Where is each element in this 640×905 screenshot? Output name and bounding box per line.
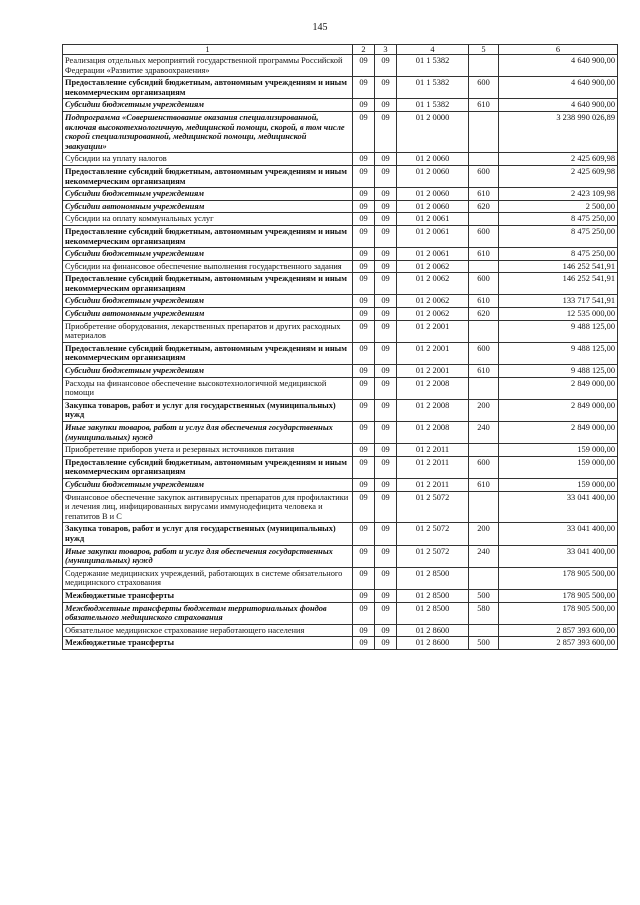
row-subsection-code: 09	[375, 456, 397, 478]
row-subsection-code: 09	[375, 567, 397, 589]
row-section-code: 09	[353, 444, 375, 457]
row-amount: 2 849 000,00	[499, 422, 618, 444]
row-subsection-code: 09	[375, 111, 397, 152]
row-section-code: 09	[353, 111, 375, 152]
table-row	[63, 165, 618, 187]
budget-table	[62, 44, 618, 650]
row-subsection-code: 09	[375, 342, 397, 364]
row-section-code: 09	[353, 365, 375, 378]
row-description: Финансовое обеспечение закупок антивирусных препаратов для профилактики и лечения лиц, инфицированных вирусами иммунодефицита человека и гепатитов В и С	[63, 491, 353, 523]
table-row	[63, 602, 618, 624]
table-row	[63, 99, 618, 112]
table-row	[63, 365, 618, 378]
row-section-code: 09	[353, 456, 375, 478]
row-subsection-code: 09	[375, 589, 397, 602]
table-row	[63, 567, 618, 589]
table-row	[63, 295, 618, 308]
row-subsection-code: 09	[375, 377, 397, 399]
row-section-code: 09	[353, 320, 375, 342]
row-subsection-code: 09	[375, 602, 397, 624]
row-subsection-code: 09	[375, 422, 397, 444]
row-section-code: 09	[353, 567, 375, 589]
row-amount: 133 717 541,91	[499, 295, 618, 308]
row-amount: 2 423 109,98	[499, 188, 618, 201]
row-target-code: 01 2 0060	[397, 165, 469, 187]
row-description: Субсидии бюджетным учреждениям	[63, 248, 353, 261]
row-target-code: 01 2 5072	[397, 523, 469, 545]
row-subsection-code: 09	[375, 365, 397, 378]
table-row	[63, 308, 618, 321]
row-subsection-code: 09	[375, 320, 397, 342]
row-expense-type-code: 600	[469, 342, 499, 364]
row-subsection-code: 09	[375, 399, 397, 421]
row-expense-type-code: 610	[469, 99, 499, 112]
row-target-code: 01 2 8600	[397, 637, 469, 650]
row-description: Предоставление субсидий бюджетным, автономным учреждениям и иным некоммерческим организациям	[63, 165, 353, 187]
row-amount: 9 488 125,00	[499, 320, 618, 342]
row-subsection-code: 09	[375, 55, 397, 77]
row-expense-type-code	[469, 567, 499, 589]
row-expense-type-code	[469, 377, 499, 399]
row-amount: 2 849 000,00	[499, 377, 618, 399]
row-target-code: 01 2 8600	[397, 624, 469, 637]
row-target-code: 01 2 2008	[397, 399, 469, 421]
row-expense-type-code: 240	[469, 422, 499, 444]
row-target-code: 01 2 0000	[397, 111, 469, 152]
row-description: Предоставление субсидий бюджетным, автономным учреждениям и иным некоммерческим организациям	[63, 225, 353, 247]
row-description: Субсидии на финансовое обеспечение выполнения государственного задания	[63, 260, 353, 273]
row-amount: 33 041 400,00	[499, 545, 618, 567]
table-row	[63, 153, 618, 166]
table-row	[63, 377, 618, 399]
row-section-code: 09	[353, 77, 375, 99]
row-target-code: 01 2 2011	[397, 444, 469, 457]
row-target-code: 01 2 0061	[397, 225, 469, 247]
row-description: Предоставление субсидий бюджетным, автономным учреждениям и иным некоммерческим организациям	[63, 273, 353, 295]
row-section-code: 09	[353, 602, 375, 624]
row-expense-type-code: 580	[469, 602, 499, 624]
row-description: Предоставление субсидий бюджетным, автономным учреждениям и иным некоммерческим организациям	[63, 342, 353, 364]
row-amount: 33 041 400,00	[499, 523, 618, 545]
row-target-code: 01 2 0062	[397, 273, 469, 295]
row-description: Межбюджетные трансферты	[63, 637, 353, 650]
row-target-code: 01 2 0060	[397, 153, 469, 166]
row-subsection-code: 09	[375, 624, 397, 637]
row-description: Предоставление субсидий бюджетным, автономным учреждениям и иным некоммерческим организациям	[63, 77, 353, 99]
column-header: 1	[63, 45, 353, 55]
row-amount: 2 425 609,98	[499, 165, 618, 187]
row-amount: 2 849 000,00	[499, 399, 618, 421]
row-expense-type-code: 610	[469, 478, 499, 491]
row-description: Субсидии бюджетным учреждениям	[63, 295, 353, 308]
table-row	[63, 422, 618, 444]
row-section-code: 09	[353, 200, 375, 213]
row-description: Предоставление субсидий бюджетным, автономным учреждениям и иным некоммерческим организациям	[63, 456, 353, 478]
table-row	[63, 225, 618, 247]
row-section-code: 09	[353, 188, 375, 201]
row-expense-type-code	[469, 260, 499, 273]
row-subsection-code: 09	[375, 153, 397, 166]
row-target-code: 01 2 2001	[397, 320, 469, 342]
row-target-code: 01 2 2001	[397, 365, 469, 378]
row-subsection-code: 09	[375, 213, 397, 226]
table-row	[63, 399, 618, 421]
row-target-code: 01 2 2008	[397, 377, 469, 399]
row-amount: 146 252 541,91	[499, 273, 618, 295]
row-section-code: 09	[353, 55, 375, 77]
table-row	[63, 456, 618, 478]
row-description: Иные закупки товаров, работ и услуг для обеспечения государственных (муниципальных) нужд	[63, 422, 353, 444]
row-target-code: 01 2 2011	[397, 478, 469, 491]
row-subsection-code: 09	[375, 99, 397, 112]
row-amount: 2 857 393 600,00	[499, 637, 618, 650]
row-target-code: 01 1 5382	[397, 55, 469, 77]
row-section-code: 09	[353, 308, 375, 321]
row-section-code: 09	[353, 99, 375, 112]
row-description: Содержание медицинских учреждений, работающих в системе обязательного медицинского страхования	[63, 567, 353, 589]
table-row	[63, 273, 618, 295]
row-section-code: 09	[353, 225, 375, 247]
row-subsection-code: 09	[375, 77, 397, 99]
row-description: Субсидии бюджетным учреждениям	[63, 188, 353, 201]
row-subsection-code: 09	[375, 248, 397, 261]
column-header: 5	[469, 45, 499, 55]
row-expense-type-code	[469, 491, 499, 523]
row-amount: 33 041 400,00	[499, 491, 618, 523]
row-section-code: 09	[353, 165, 375, 187]
row-amount: 2 857 393 600,00	[499, 624, 618, 637]
row-amount: 9 488 125,00	[499, 365, 618, 378]
row-subsection-code: 09	[375, 308, 397, 321]
row-subsection-code: 09	[375, 273, 397, 295]
row-description: Подпрограмма «Совершенствование оказания специализированной, включая высокотехнологичную, медицинской помощи, скорой, в том числе скорой специализированной, медицинской помощи, медицинской эвакуации»	[63, 111, 353, 152]
column-header: 3	[375, 45, 397, 55]
row-expense-type-code	[469, 111, 499, 152]
row-section-code: 09	[353, 273, 375, 295]
row-description: Субсидии автономным учреждениям	[63, 308, 353, 321]
row-expense-type-code: 600	[469, 77, 499, 99]
row-amount: 2 425 609,98	[499, 153, 618, 166]
row-subsection-code: 09	[375, 523, 397, 545]
row-description: Приобретение приборов учета и резервных источников питания	[63, 444, 353, 457]
row-expense-type-code: 200	[469, 523, 499, 545]
row-expense-type-code	[469, 320, 499, 342]
table-row	[63, 111, 618, 152]
row-amount: 8 475 250,00	[499, 248, 618, 261]
row-subsection-code: 09	[375, 637, 397, 650]
table-row	[63, 320, 618, 342]
row-expense-type-code: 610	[469, 365, 499, 378]
row-amount: 8 475 250,00	[499, 213, 618, 226]
row-subsection-code: 09	[375, 260, 397, 273]
row-section-code: 09	[353, 295, 375, 308]
row-target-code: 01 2 2001	[397, 342, 469, 364]
row-target-code: 01 2 8500	[397, 589, 469, 602]
column-header: 4	[397, 45, 469, 55]
row-description: Закупка товаров, работ и услуг для государственных (муниципальных) нужд	[63, 399, 353, 421]
table-row	[63, 478, 618, 491]
row-target-code: 01 2 0060	[397, 188, 469, 201]
row-expense-type-code	[469, 55, 499, 77]
row-amount: 178 905 500,00	[499, 567, 618, 589]
row-amount: 159 000,00	[499, 478, 618, 491]
row-section-code: 09	[353, 422, 375, 444]
row-section-code: 09	[353, 377, 375, 399]
row-target-code: 01 2 0061	[397, 213, 469, 226]
page-number: 145	[312, 22, 328, 33]
table-row	[63, 188, 618, 201]
row-target-code: 01 2 5072	[397, 545, 469, 567]
row-subsection-code: 09	[375, 188, 397, 201]
row-amount: 178 905 500,00	[499, 589, 618, 602]
row-section-code: 09	[353, 153, 375, 166]
row-target-code: 01 2 5072	[397, 491, 469, 523]
row-section-code: 09	[353, 213, 375, 226]
table-header-row	[63, 45, 618, 55]
row-expense-type-code: 600	[469, 273, 499, 295]
row-expense-type-code: 610	[469, 248, 499, 261]
row-amount: 3 238 990 026,89	[499, 111, 618, 152]
row-description: Субсидии бюджетным учреждениям	[63, 365, 353, 378]
row-expense-type-code: 620	[469, 200, 499, 213]
row-section-code: 09	[353, 491, 375, 523]
row-section-code: 09	[353, 260, 375, 273]
row-description: Расходы на финансовое обеспечение высокотехнологичной медицинской помощи	[63, 377, 353, 399]
row-section-code: 09	[353, 523, 375, 545]
row-description: Обязательное медицинское страхование неработающего населения	[63, 624, 353, 637]
table-row	[63, 589, 618, 602]
row-section-code: 09	[353, 399, 375, 421]
table-row	[63, 248, 618, 261]
row-subsection-code: 09	[375, 165, 397, 187]
table-row	[63, 342, 618, 364]
row-section-code: 09	[353, 637, 375, 650]
row-expense-type-code: 500	[469, 589, 499, 602]
row-amount: 2 500,00	[499, 200, 618, 213]
row-subsection-code: 09	[375, 295, 397, 308]
row-description: Межбюджетные трансферты	[63, 589, 353, 602]
row-target-code: 01 1 5382	[397, 99, 469, 112]
row-description: Субсидии на уплату налогов	[63, 153, 353, 166]
table-row	[63, 55, 618, 77]
row-target-code: 01 2 0060	[397, 200, 469, 213]
row-subsection-code: 09	[375, 225, 397, 247]
row-amount: 8 475 250,00	[499, 225, 618, 247]
row-section-code: 09	[353, 342, 375, 364]
row-expense-type-code: 500	[469, 637, 499, 650]
row-expense-type-code: 610	[469, 188, 499, 201]
row-description: Приобретение оборудования, лекарственных препаратов и других расходных материалов	[63, 320, 353, 342]
row-section-code: 09	[353, 478, 375, 491]
row-expense-type-code: 600	[469, 225, 499, 247]
row-amount: 12 535 000,00	[499, 308, 618, 321]
row-description: Субсидии на оплату коммунальных услуг	[63, 213, 353, 226]
column-header: 2	[353, 45, 375, 55]
row-amount: 178 905 500,00	[499, 602, 618, 624]
table-row	[63, 637, 618, 650]
row-target-code: 01 2 2011	[397, 456, 469, 478]
row-subsection-code: 09	[375, 491, 397, 523]
row-expense-type-code: 620	[469, 308, 499, 321]
row-expense-type-code: 240	[469, 545, 499, 567]
row-amount: 146 252 541,91	[499, 260, 618, 273]
row-expense-type-code: 600	[469, 165, 499, 187]
row-expense-type-code	[469, 624, 499, 637]
row-subsection-code: 09	[375, 545, 397, 567]
table-row	[63, 200, 618, 213]
row-expense-type-code	[469, 153, 499, 166]
row-target-code: 01 2 8500	[397, 602, 469, 624]
row-description: Реализация отдельных мероприятий государственной программы Российской Федерации «Развитие здравоохранения»	[63, 55, 353, 77]
row-description: Межбюджетные трансферты бюджетам территориальных фондов обязательного медицинского страхования	[63, 602, 353, 624]
row-description: Закупка товаров, работ и услуг для государственных (муниципальных) нужд	[63, 523, 353, 545]
table-row	[63, 444, 618, 457]
table-row	[63, 213, 618, 226]
row-expense-type-code: 200	[469, 399, 499, 421]
row-description: Иные закупки товаров, работ и услуг для обеспечения государственных (муниципальных) нужд	[63, 545, 353, 567]
row-section-code: 09	[353, 248, 375, 261]
row-subsection-code: 09	[375, 200, 397, 213]
row-expense-type-code: 600	[469, 456, 499, 478]
row-expense-type-code	[469, 444, 499, 457]
table-row	[63, 624, 618, 637]
row-expense-type-code: 610	[469, 295, 499, 308]
row-section-code: 09	[353, 624, 375, 637]
table-row	[63, 545, 618, 567]
row-section-code: 09	[353, 589, 375, 602]
row-amount: 159 000,00	[499, 444, 618, 457]
row-amount: 9 488 125,00	[499, 342, 618, 364]
table-row	[63, 77, 618, 99]
row-description: Субсидии бюджетным учреждениям	[63, 478, 353, 491]
row-description: Субсидии автономным учреждениям	[63, 200, 353, 213]
row-target-code: 01 2 0062	[397, 295, 469, 308]
row-amount: 159 000,00	[499, 456, 618, 478]
row-target-code: 01 1 5382	[397, 77, 469, 99]
row-amount: 4 640 900,00	[499, 55, 618, 77]
row-expense-type-code	[469, 213, 499, 226]
row-target-code: 01 2 0062	[397, 260, 469, 273]
row-target-code: 01 2 0062	[397, 308, 469, 321]
row-subsection-code: 09	[375, 444, 397, 457]
row-description: Субсидии бюджетным учреждениям	[63, 99, 353, 112]
column-header: 6	[499, 45, 618, 55]
row-target-code: 01 2 0061	[397, 248, 469, 261]
table-row	[63, 523, 618, 545]
table-row	[63, 260, 618, 273]
row-subsection-code: 09	[375, 478, 397, 491]
row-amount: 4 640 900,00	[499, 99, 618, 112]
table-row	[63, 491, 618, 523]
row-amount: 4 640 900,00	[499, 77, 618, 99]
row-target-code: 01 2 8500	[397, 567, 469, 589]
row-section-code: 09	[353, 545, 375, 567]
row-target-code: 01 2 2008	[397, 422, 469, 444]
